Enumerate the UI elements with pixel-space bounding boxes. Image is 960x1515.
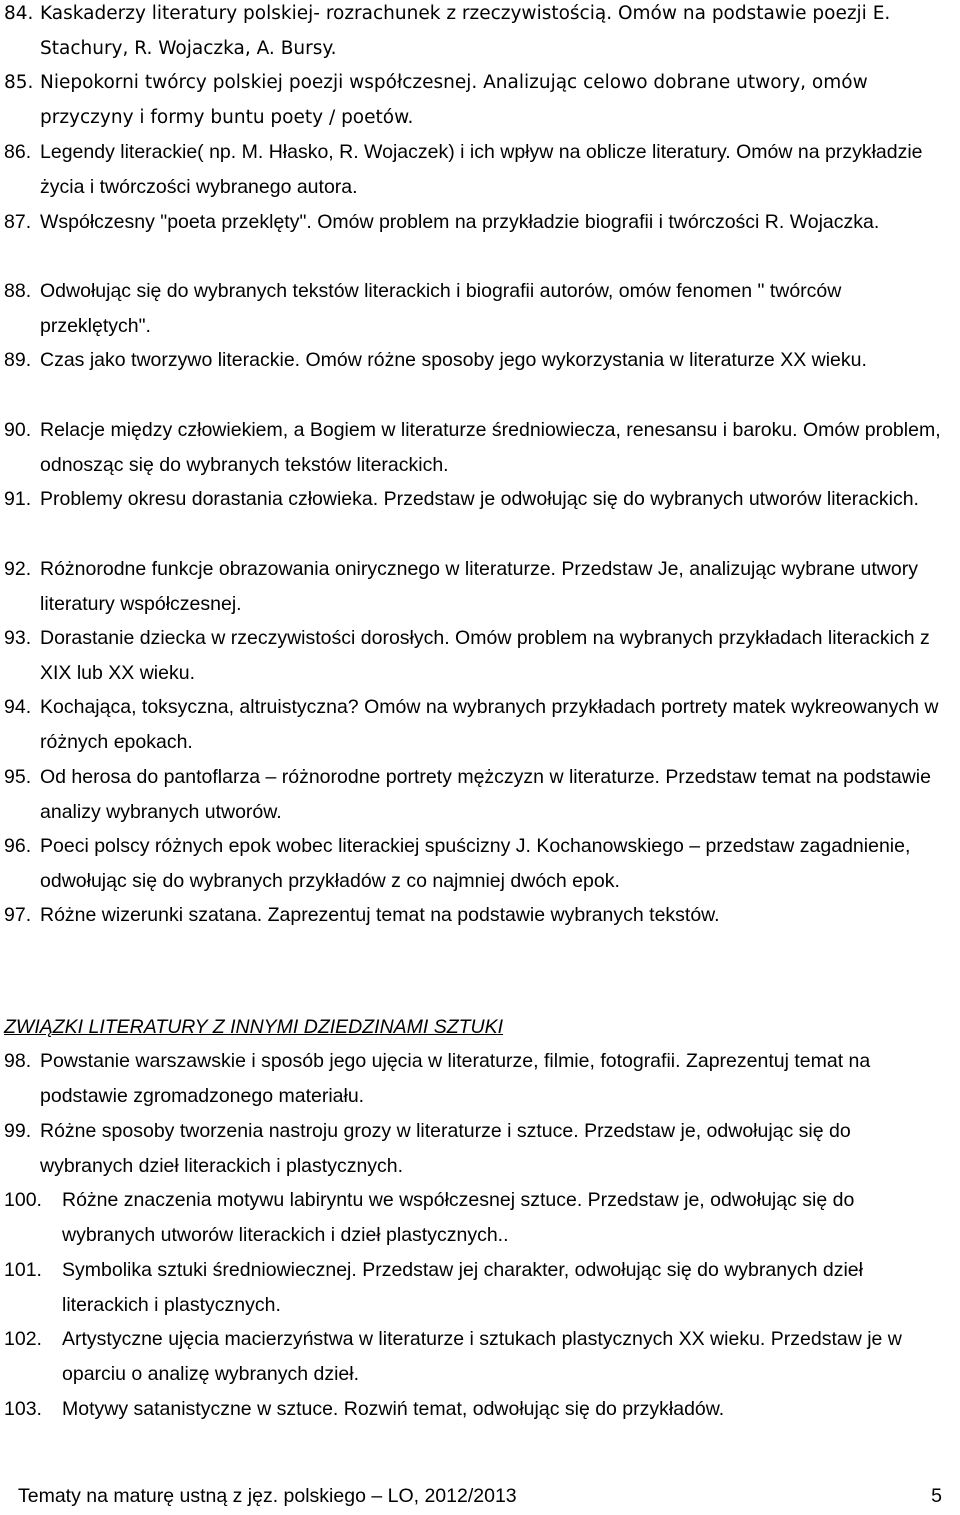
item-text: Odwołując się do wybranych tekstów literackich i biografii autorów, omów fenomen " twórców przeklętych". — [40, 280, 842, 337]
item-number: 91. — [4, 488, 32, 510]
item-number: 99. — [4, 1120, 32, 1142]
list-item — [4, 0, 942, 66]
item-number: 90. — [4, 419, 32, 441]
item-text: Powstanie warszawskie i sposób jego ujęcia w literaturze, filmie, fotografii. Zaprezentuj temat na podstawie zgromadzonego materiału. — [40, 1050, 871, 1107]
item-text: Różne sposoby tworzenia nastroju grozy w literaturze i sztuce. Przedstaw je, odwołując się do wybranych dzieł literackich i plastycznych. — [40, 1120, 851, 1177]
item-text: Różne wizerunki szatana. Zaprezentuj temat na podstawie wybranych tekstów. — [40, 904, 720, 926]
footer-title: Tematy na maturę ustną z jęz. polskiego – LO, 2012/2013 — [18, 1485, 517, 1507]
list-item — [4, 66, 942, 135]
item-number: 86. — [4, 141, 32, 163]
list-item — [4, 1322, 942, 1391]
item-text: Poeci polscy różnych epok wobec literackiej spuścizny J. Kochanowskiego – przedstaw zagadnienie, odwołując się do wybranych przykładów z co najmniej dwóch epok. — [40, 835, 911, 892]
list-item — [4, 760, 942, 829]
item-number: 101. — [4, 1259, 42, 1281]
list-item — [4, 135, 942, 204]
page-number: 5 — [931, 1485, 942, 1507]
item-text: Od herosa do pantoflarza – różnorodne portrety mężczyzn w literaturze. Przedstaw temat na podstawie analizy wybranych utworów. — [40, 766, 931, 823]
list-item — [4, 552, 942, 621]
item-text: Kochająca, toksyczna, altruistyczna? Omów na wybranych przykładach portrety matek wykreowanych w różnych epokach. — [40, 696, 939, 753]
item-text: Czas jako tworzywo literackie. Omów różne sposoby jego wykorzystania w literaturze XX wieku. — [40, 349, 867, 371]
list-item — [4, 1183, 942, 1252]
item-text: Niepokorni twórcy polskiej poezji współczesnej. Analizując celowo dobrane utwory, omów przyczyny i formy buntu poety / poetów. — [40, 72, 868, 128]
item-text: Symbolika sztuki średniowiecznej. Przedstaw jej charakter, odwołując się do wybranych dzieł literackich i plastycznych. — [62, 1259, 863, 1316]
item-text: Różnorodne funkcje obrazowania onirycznego w literaturze. Przedstaw Je, analizując wybrane utwory literatury współczesnej. — [40, 558, 918, 615]
item-text: Dorastanie dziecka w rzeczywistości dorosłych. Omów problem na wybranych przykładach literackich z XIX lub XX wieku. — [40, 627, 930, 684]
item-number: 93. — [4, 627, 32, 649]
item-number: 95. — [4, 766, 32, 788]
item-number: 94. — [4, 696, 32, 718]
item-number: 98. — [4, 1050, 32, 1072]
list-item — [4, 205, 942, 240]
item-number: 100. — [4, 1189, 42, 1211]
list-item — [4, 829, 942, 898]
list-item — [4, 482, 942, 517]
list-item — [4, 274, 942, 343]
item-number: 102. — [4, 1328, 42, 1350]
list-item — [4, 1392, 942, 1427]
item-number: 85. — [4, 72, 34, 93]
list-item — [4, 1253, 942, 1322]
item-text: Problemy okresu dorastania człowieka. Przedstaw je odwołując się do wybranych utworów literackich. — [40, 488, 919, 510]
item-number: 103. — [4, 1398, 42, 1420]
item-number: 97. — [4, 904, 32, 926]
item-text: Relacje między człowiekiem, a Bogiem w literaturze średniowiecza, renesansu i baroku. Omów problem, odnosząc się do wybranych tekstów literackich. — [40, 419, 941, 476]
item-number: 96. — [4, 835, 32, 857]
list-item — [4, 343, 942, 378]
item-number: 92. — [4, 558, 32, 580]
item-text: Kaskaderzy literatury polskiej- rozrachunek z rzeczywistością. Omów na podstawie poezji E. Stachury, R. Wojaczka, A. Bursy. — [40, 3, 891, 59]
list-item — [4, 413, 942, 482]
item-text: Różne znaczenia motywu labiryntu we współczesnej sztuce. Przedstaw je, odwołując się do wybranych utworów literackich i dzieł plastycznych.. — [62, 1189, 855, 1246]
list-item — [4, 898, 942, 933]
list-item — [4, 1044, 942, 1113]
item-text: Współczesny "poeta przeklęty". Omów problem na przykładzie biografii i twórczości R. Wojaczka. — [40, 211, 880, 233]
item-text: Artystyczne ujęcia macierzyństwa w literaturze i sztukach plastycznych XX wieku. Przedstaw je w oparciu o analizę wybranych dzieł. — [62, 1328, 902, 1385]
item-number: 88. — [4, 280, 32, 302]
item-number: 84. — [4, 3, 34, 24]
item-number: 87. — [4, 211, 32, 233]
list-item — [4, 690, 942, 759]
item-number: 89. — [4, 349, 32, 371]
item-text: Legendy literackie( np. M. Hłasko, R. Wojaczek) i ich wpływ na oblicze literatury. Omów na przykładzie życia i twórczości wybranego autora. — [40, 141, 923, 198]
list-item — [4, 1114, 942, 1183]
list-item — [4, 621, 942, 690]
item-text: Motywy satanistyczne w sztuce. Rozwiń temat, odwołując się do przykładów. — [62, 1398, 725, 1420]
section-heading: ZWIĄZKI LITERATURY Z INNYMI DZIEDZINAMI SZTUKI — [4, 1016, 504, 1038]
